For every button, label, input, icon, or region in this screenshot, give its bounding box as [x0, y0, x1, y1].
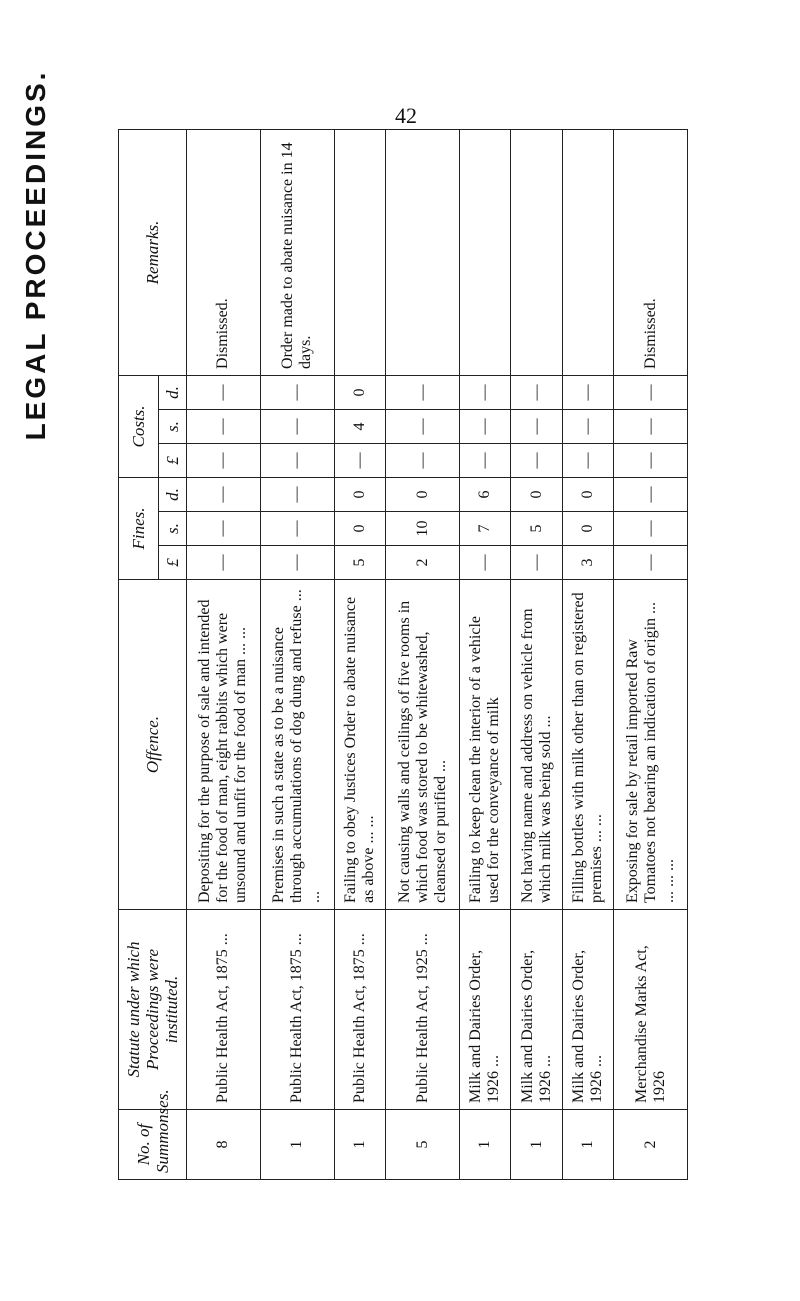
header-cost-pence: d. [159, 375, 187, 409]
table-row [386, 129, 460, 1179]
fine-pence-cell: 0 [386, 478, 460, 512]
statute-cell: Public Health Act, 1875 ... [334, 910, 385, 1110]
fine-shillings-cell: — [614, 512, 688, 546]
proceedings-table [118, 129, 688, 1180]
table-row [562, 129, 613, 1179]
page-number: 42 [395, 103, 417, 128]
header-fine-pounds: £ [159, 546, 187, 580]
summonses-cell: 1 [334, 1110, 385, 1180]
summonses-cell: 1 [511, 1110, 562, 1180]
fine-pence-cell: 0 [562, 478, 613, 512]
cost-pence-cell: — [187, 375, 261, 409]
fine-shillings-cell: 7 [460, 512, 511, 546]
summonses-cell: 8 [187, 1110, 261, 1180]
table-row [187, 129, 261, 1179]
statute-cell: Milk and Dairies Order, 1926 ... [562, 910, 613, 1110]
fine-pounds-cell: — [614, 546, 688, 580]
fine-pounds-cell: 2 [386, 546, 460, 580]
statute-cell: Public Health Act, 1875 ... [187, 910, 261, 1110]
offence-cell: Failing to keep clean the interior of a vehicle used for the conveyance of milk [460, 580, 511, 910]
cost-pounds-cell: — [386, 444, 460, 478]
table-row [260, 129, 334, 1179]
offence-cell: Premises in such a state as to be a nuisance through accumulations of dog dung and refuse ... ... [260, 580, 334, 910]
header-remarks: Remarks. [119, 129, 187, 375]
fine-shillings-cell: — [187, 512, 261, 546]
cost-shillings-cell: — [187, 410, 261, 444]
header-statute: Statute under which Proceedings were instituted. [119, 910, 187, 1110]
table-row [614, 129, 688, 1179]
statute-cell: Public Health Act, 1925 ... [386, 910, 460, 1110]
offence-cell: Not causing walls and ceilings of five rooms in which food was stored to be whitewashed, cleansed or purified ... [386, 580, 460, 910]
statute-cell: Milk and Dairies Order, 1926 ... [511, 910, 562, 1110]
cost-shillings-cell: — [260, 410, 334, 444]
fine-shillings-cell: 0 [562, 512, 613, 546]
remarks-cell [334, 129, 385, 375]
statute-cell: Milk and Dairies Order, 1926 ... [460, 910, 511, 1110]
cost-pence-cell: — [260, 375, 334, 409]
header-offence: Offence. [119, 580, 187, 910]
offence-cell: Failing to obey Justices Order to abate nuisance as above ... ... [334, 580, 385, 910]
fine-pounds-cell: 3 [562, 546, 613, 580]
fine-shillings-cell: — [260, 512, 334, 546]
header-cost-shillings: s. [159, 410, 187, 444]
fine-pence-cell: — [260, 478, 334, 512]
fine-pence-cell: — [614, 478, 688, 512]
cost-pounds-cell: — [460, 444, 511, 478]
remarks-cell [511, 129, 562, 375]
cost-pounds-cell: — [562, 444, 613, 478]
statute-cell: Public Health Act, 1875 ... [260, 910, 334, 1110]
remarks-cell [460, 129, 511, 375]
offence-cell: Exposing for sale by retail imported Raw Tomatoes not bearing an indication of origin ... ... ... ... [614, 580, 688, 910]
offence-cell: Depositing for the purpose of sale and intended for the food of man, eight rabbits which were unsound and unfit for the food of man ... ... [187, 580, 261, 910]
fine-pounds-cell: — [260, 546, 334, 580]
cost-shillings-cell: — [460, 410, 511, 444]
cost-pence-cell: — [386, 375, 460, 409]
summonses-cell: 5 [386, 1110, 460, 1180]
fine-pence-cell: 0 [511, 478, 562, 512]
cost-shillings-cell: — [386, 410, 460, 444]
fine-pounds-cell: — [460, 546, 511, 580]
remarks-cell: Dismissed. [187, 129, 261, 375]
summonses-cell: 2 [614, 1110, 688, 1180]
statute-cell: Merchandise Marks Act, 1926 [614, 910, 688, 1110]
cost-pounds-cell: — [511, 444, 562, 478]
fine-shillings-cell: 0 [334, 512, 385, 546]
fine-pounds-cell: — [511, 546, 562, 580]
header-fine-shillings: s. [159, 512, 187, 546]
fine-pence-cell: 0 [334, 478, 385, 512]
header-fine-pence: d. [159, 478, 187, 512]
cost-pounds-cell: — [614, 444, 688, 478]
header-summonses: No. of Summonses. [119, 1110, 187, 1180]
header-costs: Costs. [119, 375, 159, 477]
remarks-cell: Dismissed. [614, 129, 688, 375]
remarks-cell: Order made to abate nuisance in 14 days. [260, 129, 334, 375]
remarks-cell [386, 129, 460, 375]
cost-pounds-cell: — [260, 444, 334, 478]
cost-pence-cell: — [511, 375, 562, 409]
fine-shillings-cell: 5 [511, 512, 562, 546]
table-row [511, 129, 562, 1179]
cost-pence-cell: — [614, 375, 688, 409]
table-row [334, 129, 385, 1179]
fine-shillings-cell: 10 [386, 512, 460, 546]
proceedings-table-wrapper [118, 130, 688, 1180]
cost-pounds-cell: — [187, 444, 261, 478]
cost-shillings-cell: — [562, 410, 613, 444]
table-row [460, 129, 511, 1179]
side-heading: LEGAL PROCEEDINGS. [20, 69, 51, 441]
fine-pence-cell: 6 [460, 478, 511, 512]
header-fines: Fines. [119, 478, 159, 580]
fine-pounds-cell: — [187, 546, 261, 580]
cost-pounds-cell: — [334, 444, 385, 478]
cost-pence-cell: — [460, 375, 511, 409]
header-cost-pounds: £ [159, 444, 187, 478]
offence-cell: Filling bottles with milk other than on registered premises ... ... [562, 580, 613, 910]
cost-pence-cell: — [562, 375, 613, 409]
cost-shillings-cell: — [511, 410, 562, 444]
cost-pence-cell: 0 [334, 375, 385, 409]
summonses-cell: 1 [562, 1110, 613, 1180]
cost-shillings-cell: — [614, 410, 688, 444]
remarks-cell [562, 129, 613, 375]
fine-pounds-cell: 5 [334, 546, 385, 580]
offence-cell: Not having name and address on vehicle from which milk was being sold ... [511, 580, 562, 910]
fine-pence-cell: — [187, 478, 261, 512]
cost-shillings-cell: 4 [334, 410, 385, 444]
summonses-cell: 1 [460, 1110, 511, 1180]
summonses-cell: 1 [260, 1110, 334, 1180]
